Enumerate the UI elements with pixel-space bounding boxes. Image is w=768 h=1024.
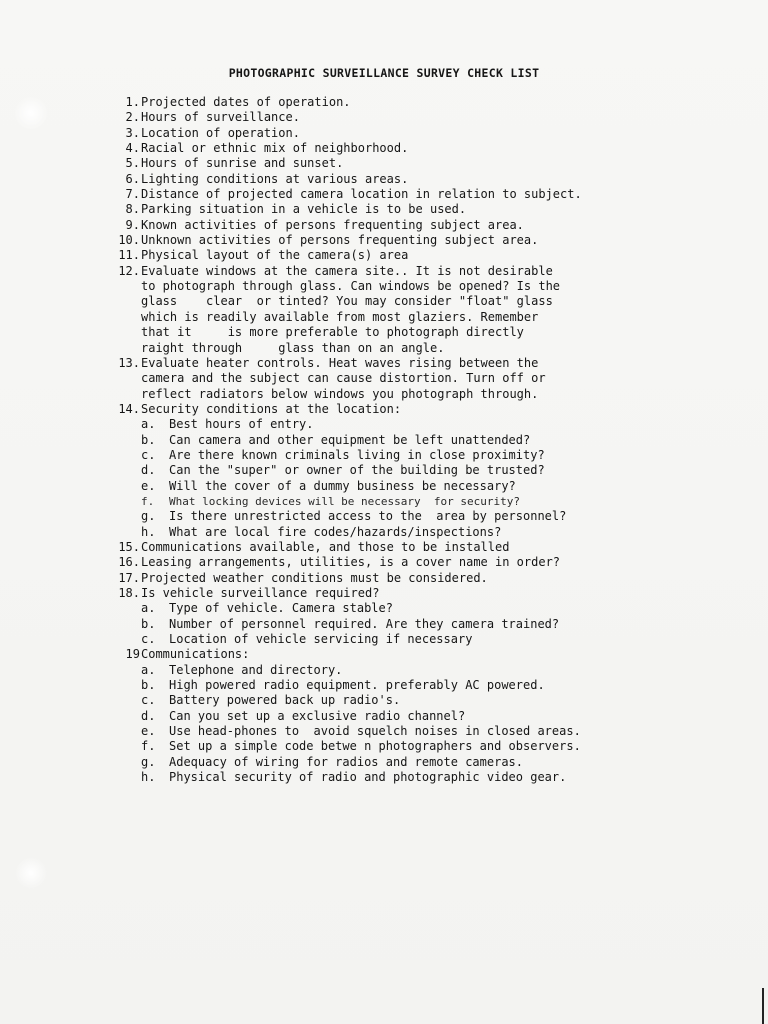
checklist-item [100,141,740,156]
item-number [100,310,141,325]
checklist-item [100,172,740,187]
item-number [100,325,141,340]
subitem-letter: b. [141,432,156,447]
subitem-letter: h. [141,770,156,785]
checklist-item-continuation [100,387,740,402]
checklist-subitem [100,479,740,494]
checklist-subitem [100,709,740,724]
item-text: Projected weather conditions must be considered. [141,570,488,585]
subitem-letter: d. [141,463,156,478]
subitem [141,617,740,632]
item-text: Evaluate windows at the camera site.. It is not desirable [141,263,553,278]
item-number: 4. [125,141,140,156]
item-text: Parking situation in a vehicle is to be used. [141,202,467,217]
checklist-subitem [100,693,740,708]
subitem-indent [100,739,141,754]
checklist-item-continuation [100,341,740,356]
subitem-letter: a. [141,601,156,616]
checklist [100,95,740,785]
subitem-indent [100,417,141,432]
checklist-subitem [100,417,740,432]
item-number: 16. [118,555,140,570]
item-text: glass clear or tinted? You may consider "float" glass [141,294,553,309]
subitem-letter: b. [141,616,156,631]
subitem-text: Set up a simple code betwe n photographers and observers. [169,739,581,754]
checklist-item [100,218,740,233]
item-text: camera and the subject can cause distortion. Turn off or [141,371,546,386]
item-number: 7. [125,187,140,202]
checklist-subitem [100,494,740,509]
subitem-text: Best hours of entry. [169,417,314,432]
item-text: which is readily available from most glaziers. Remember [141,309,539,324]
subitem-letter: a. [141,417,156,432]
subitem-indent [100,709,141,724]
item-text: Location of operation. [141,125,300,140]
scan-speck [14,96,48,130]
checklist-subitem [100,755,740,770]
checklist-item [100,540,740,555]
subitem-indent [100,448,141,463]
checklist-item [100,95,740,110]
item-text: raight through glass than on an angle. [141,340,445,355]
subitem-indent [100,509,141,524]
subitem [141,433,740,448]
subitem-indent [100,617,141,632]
item-number: 1. [125,95,140,109]
item-number: 15. [118,539,140,554]
subitem [141,479,740,494]
subitem-letter: c. [141,447,156,462]
subitem-indent [100,479,141,494]
subitem [141,693,740,708]
subitem-letter: f. [141,739,156,754]
checklist-item [100,555,740,570]
item-text: Projected dates of operation. [141,95,351,109]
item-number: 2. [125,110,140,125]
item-text: Racial or ethnic mix of neighborhood. [141,141,409,156]
item-text: Distance of projected camera location in relation to subject. [141,187,582,202]
subitem-indent [100,525,141,540]
subitem [141,709,740,724]
item-number [100,371,141,386]
checklist-subitem [100,678,740,693]
checklist-item [100,356,740,371]
subitem-text: Location of vehicle servicing if necessary [169,632,473,647]
checklist-item [100,586,740,601]
subitem [141,509,740,524]
checklist-item [100,202,740,217]
checklist-subitem [100,463,740,478]
checklist-subitem [100,770,740,785]
item-number: 8. [125,202,140,217]
subitem-indent [100,724,141,739]
subitem-letter: h. [141,524,156,539]
subitem-letter: g. [141,754,156,769]
item-text: Unknown activities of persons frequenting subject area. [141,233,539,248]
checklist-subitem [100,663,740,678]
checklist-item-continuation [100,325,740,340]
subitem-letter: c. [141,632,156,647]
subitem-letter: d. [141,708,156,723]
item-number [100,294,141,309]
item-text: Lighting conditions at various areas. [141,171,409,186]
item-text: Leasing arrangements, utilities, is a cover name in order? [141,555,561,570]
subitem-indent [100,463,141,478]
checklist-item [100,110,740,125]
subitem-text: Are there known criminals living in close proximity? [169,447,545,462]
subitem-letter: e. [141,478,156,493]
checklist-item-continuation [100,310,740,325]
item-number [100,341,141,356]
subitem-letter: f. [141,494,155,508]
subitem-text: Number of personnel required. Are they camera trained? [169,616,560,631]
subitem-letter: b. [141,678,156,693]
checklist-subitem [100,632,740,647]
item-number: 11. [118,248,140,263]
checklist-item [100,156,740,171]
subitem-text: What locking devices will be necessary for security? [169,494,520,508]
checklist-item [100,126,740,141]
item-number: 13. [118,355,140,370]
subitem [141,739,740,754]
subitem-text: Can the "super" or owner of the building be trusted? [169,463,545,478]
item-text: to photograph through glass. Can windows be opened? Is the [141,279,561,294]
item-number: 3. [125,125,140,140]
subitem [141,448,740,463]
item-number: 14. [118,401,140,416]
item-number: 5. [125,156,140,171]
subitem-letter: g. [141,509,156,524]
subitem-letter: a. [141,662,156,677]
subitem-text: Telephone and directory. [169,662,343,677]
subitem-indent [100,693,141,708]
subitem-indent [100,755,141,770]
subitem-text: Is there unrestricted access to the area by personnel? [169,509,567,524]
subitem [141,417,740,432]
item-text: Evaluate heater controls. Heat waves rising between the [141,355,539,370]
item-text: Is vehicle surveillance required? [141,586,380,600]
item-text: Physical layout of the camera(s) area [141,248,409,263]
checklist-subitem [100,509,740,524]
checklist-item [100,187,740,202]
checklist-subitem [100,525,740,540]
item-number: 10. [118,233,140,248]
subitem [141,755,740,770]
item-text: Hours of surveillance. [141,110,300,125]
checklist-item [100,647,740,662]
subitem-text: Can camera and other equipment be left unattended? [169,432,531,447]
subitem-text: Physical security of radio and photographic video gear. [169,770,567,785]
checklist-item-continuation [100,279,740,294]
item-text: Security conditions at the location: [141,401,402,416]
subitem [141,770,740,785]
item-number: 12. [118,263,140,278]
checklist-subitem [100,601,740,616]
checklist-item-continuation [100,294,740,309]
item-text: Communications: [141,647,250,662]
item-number: 6. [125,171,140,186]
subitem [141,601,740,616]
checklist-item [100,571,740,586]
document-title: PHOTOGRAPHIC SURVEILLANCE SURVEY CHECK LIST [228,66,540,80]
subitem [141,663,740,678]
item-number [100,279,141,294]
item-number: 9. [125,217,140,232]
subitem-indent [100,433,141,448]
checklist-item [100,233,740,248]
subitem-text: Can you set up a exclusive radio channel? [169,708,466,723]
subitem-indent [100,494,141,509]
subitem-letter: e. [141,724,156,739]
subitem-text: Adequacy of wiring for radios and remote cameras. [169,754,524,769]
checklist-subitem [100,617,740,632]
checklist-item [100,402,740,417]
checklist-subitem [100,739,740,754]
subitem-indent [100,770,141,785]
subitem-indent [100,663,141,678]
checklist-subitem [100,724,740,739]
item-text: Communications available, and those to be installed [141,539,510,554]
subitem-letter: c. [141,693,156,708]
item-number [100,387,141,402]
checklist-subitem [100,448,740,463]
subitem [141,724,740,739]
subitem [141,463,740,478]
subitem-text: Type of vehicle. Camera stable? [169,601,393,616]
checklist-item [100,264,740,279]
item-number: 19 [125,647,140,662]
subitem [141,632,740,647]
item-text: reflect radiators below windows you photograph through. [141,386,539,401]
page-edge-mark [762,988,764,1024]
subitem-text: Battery powered back up radio's. [169,693,401,708]
checklist-subitem [100,433,740,448]
subitem [141,494,740,509]
item-text: Known activities of persons frequenting subject area. [141,217,524,232]
subitem-indent [100,601,141,616]
subitem-text: What are local fire codes/hazards/inspections? [169,524,502,539]
subitem-text: High powered radio equipment. preferably AC powered. [169,678,545,693]
item-number: 17. [118,570,140,585]
subitem [141,678,740,693]
subitem-indent [100,632,141,647]
item-number: 18. [118,586,140,600]
subitem-text: Will the cover of a dummy business be necessary? [169,478,516,493]
subitem [141,525,740,540]
subitem-text: Use head-phones to avoid squelch noises in closed areas. [169,724,581,739]
subitem-indent [100,678,141,693]
scan-speck [14,856,48,890]
item-text: Hours of sunrise and sunset. [141,156,344,171]
item-text: that it is more preferable to photograph directly [141,325,524,340]
checklist-item-continuation [100,371,740,386]
checklist-item [100,248,740,263]
